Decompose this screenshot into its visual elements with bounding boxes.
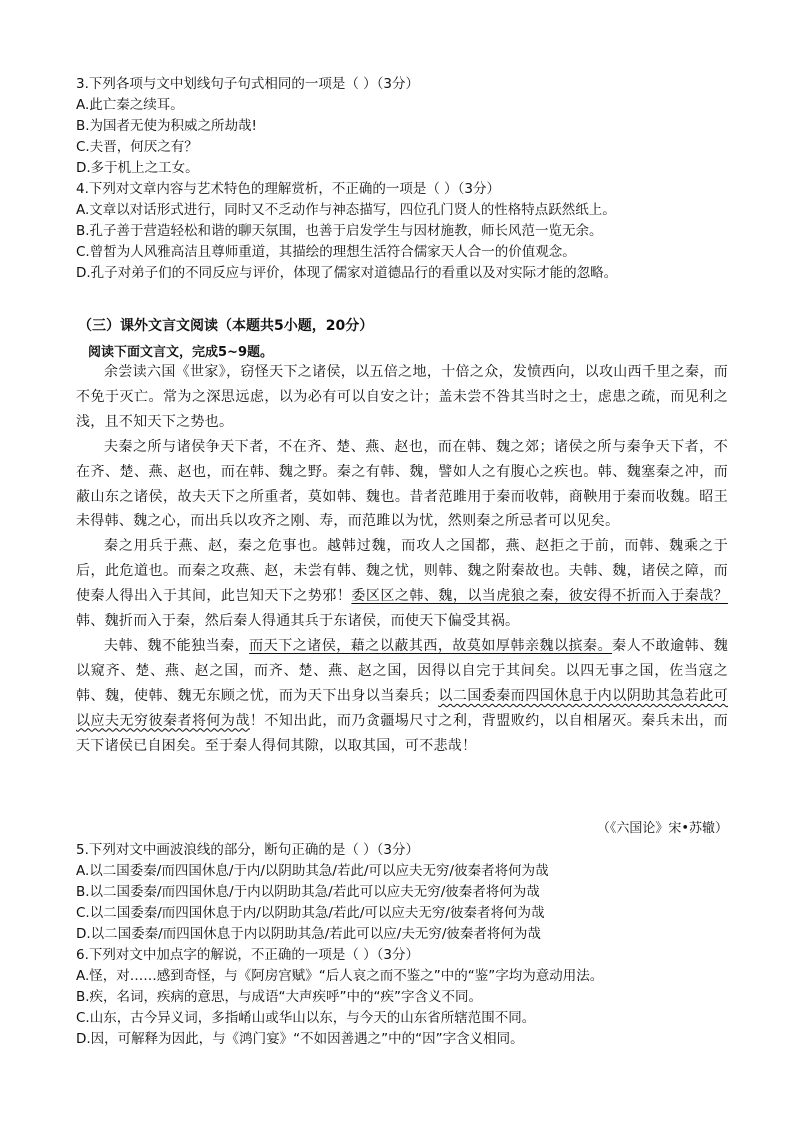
question-4-option-a: A.文章以对话形式进行，同时又不乏动作与神态描写，四位孔门贤人的性格特点跃然纸上。	[76, 202, 616, 218]
section-title: （三）课外文言文阅读（本题共5小题，20分）	[78, 318, 374, 334]
passage-text: 秦之用兵于燕、赵，秦之危事也。越韩过魏，而攻人之国都，燕、赵拒之于前，而韩、魏乘之于后，此危道也。而秦之攻燕、赵，未尝有韩、魏之忧，则韩、魏之附秦故也。夫韩、魏，诸侯之障，而使秦人得出入于其间，此岂知天下之势邪！	[76, 538, 728, 605]
question-6-option-d: D.因，可解释为因此，与《鸿门宴》“不如因善遇之”中的“因”字含义相同。	[76, 1031, 524, 1047]
question-3-option-a: A.此亡秦之续耳。	[76, 97, 184, 113]
question-4-option-d: D.孔子对弟子们的不同反应与评价，体现了儒家对道德品行的看重以及对实际才能的忽略。	[76, 265, 618, 281]
question-5-option-b: B.以二国委秦/而四国休息/于内以阴助其急/若此可以应夫无穷/彼秦者将何为哉	[76, 884, 540, 900]
passage-source: （《六国论》宋•苏辙）	[596, 821, 728, 836]
question-6-option-a: A.怪，对……感到奇怪，与《阿房宫赋》“后人哀之而不鉴之”中的“鉴”字均为意动用法。	[76, 968, 604, 984]
passage-text: 秦人不敢逾韩、魏以窥齐、楚、燕、赵之国，而齐、楚、燕、赵之国，因得以自完于其间矣。以四无事之国，佐当寇之韩、魏，使韩、魏无东顾之忧，而为天下出身以当秦兵；	[76, 637, 729, 704]
passage-text: ！不知出此，而乃贪疆埸尺寸之利，背盟败约，以自相屠灭。秦兵未出，而天下诸侯已自困矣。至于秦人得伺其隙，以取其国，可不悲哉！	[76, 712, 728, 754]
question-3-option-c: C.夫晋，何厌之有？	[76, 139, 198, 155]
question-3-option-d: D.多于机上之工女。	[76, 160, 199, 176]
passage-paragraph-4	[76, 634, 728, 759]
classical-chinese-passage	[76, 360, 728, 759]
question-5-option-a: A.以二国委秦/而四国休息/于内/以阴助其急/若此/可以应夫无穷/彼秦者将何为哉	[76, 863, 549, 879]
question-5-stem: 5.下列对文中画波浪线的部分，断句正确的是（ ）（3分）	[76, 842, 420, 858]
question-6-option-b: B.疾，名词，疾病的意思，与成语“大声疾呼”中的“疾”字含义不同。	[76, 989, 483, 1005]
wavy-underlined-text: 以二国委秦而四国休息于内以阴助其急若此可以应夫无穷彼秦者将何为哉	[76, 687, 729, 729]
question-6-stem: 6.下列对文中加点字的解说，不正确的一项是（ ）（3分）	[76, 947, 420, 963]
passage-paragraph-2: 夫秦之所与诸侯争天下者，不在齐、楚、燕、赵也，而在韩、魏之郊；诸侯之所与秦争天下者，不在齐、楚、燕、赵也，而在韩、魏之野。秦之有韩、魏，譬如人之有腹心之疾也。韩、魏塞秦之冲，而蔽山东之诸侯，故夫天下之所重者，莫如韩、魏也。昔者范雎用于秦而收韩，商鞅用于秦而收魏。昭王未得韩、魏之心，而出兵以攻齐之刚、寿，而范雎以为忧，然则秦之所忌者可以见矣。	[76, 438, 728, 530]
question-4-option-c: C.曾皙为人风雅高洁且尊师重道，其描绘的理想生活符合儒家天人合一的价值观念。	[76, 244, 576, 260]
passage-text: 韩、魏折而入于秦，然后秦人得通其兵于东诸侯，而使天下偏受其祸。	[76, 613, 520, 630]
underlined-sentence: 而天下之诸侯，藉之以蔽其西，故莫如厚韩亲魏以摈秦。	[249, 637, 613, 654]
passage-paragraph-3	[76, 534, 728, 634]
question-3-option-b: B.为国者无使为积威之所劫哉!	[76, 118, 257, 134]
question-5-option-d: D.以二国委秦/而四国休息于内以阴助其急/若此可以应/夫无穷/彼秦者将何为哉	[76, 926, 541, 942]
passage-paragraph-1: 余尝读六国《世家》，窃怪天下之诸侯，以五倍之地，十倍之众，发愤西向，以攻山西千里之秦，而不免于灭亡。常为之深思远虑，以为必有可以自安之计；盖未尝不咎其当时之士，虑患之疏，而见利之浅，且不知天下之势也。	[76, 364, 728, 430]
section-instruction: 阅读下面文言文，完成5~9题。	[88, 345, 273, 360]
passage-text: 夫韩、魏不能独当秦，	[104, 637, 250, 654]
question-3-stem: 3.下列各项与文中划线句子句式相同的一项是（ ）（3分）	[76, 76, 420, 92]
question-4-stem: 4.下列对文章内容与艺术特色的理解赏析，不正确的一项是（ ）（3分）	[76, 181, 501, 197]
question-5-option-c: C.以二国委秦/而四国休息于内/以阴助其急/若此/可以应夫无穷/彼秦者将何为哉	[76, 905, 545, 921]
underlined-sentence: 委区区之韩、魏，以当虎狼之秦，彼安得不折而入于秦哉？	[351, 588, 728, 605]
question-4-option-b: B.孔子善于营造轻松和谐的聊天氛围，也善于启发学生与因材施教，师长风范一览无余。	[76, 223, 603, 239]
question-6-option-c: C.山东，古今异义词，多指崤山或华山以东，与今天的山东省所辖范围不同。	[76, 1010, 536, 1026]
